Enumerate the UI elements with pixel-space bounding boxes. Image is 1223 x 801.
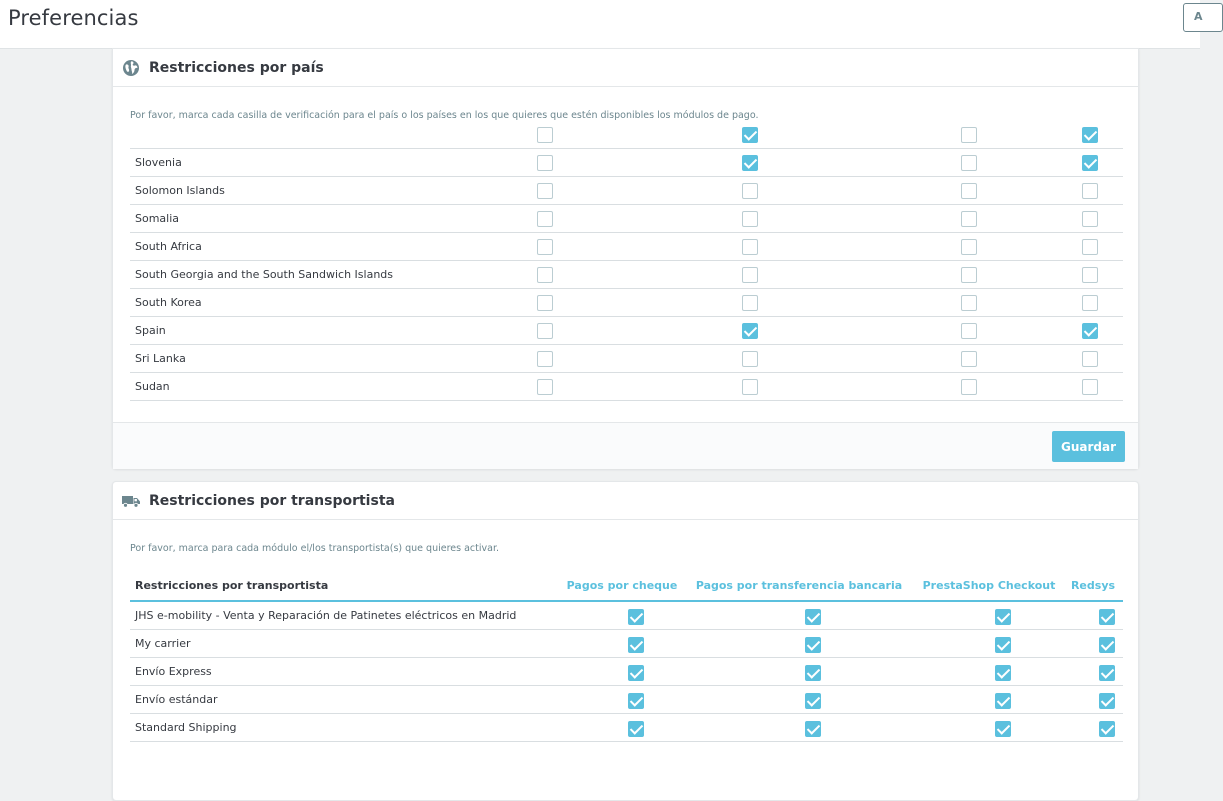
column-header-module: PrestaShop Checkout [922,579,1056,592]
checkbox-unchecked[interactable] [961,267,977,283]
checkbox-unchecked[interactable] [537,351,553,367]
country-name: Sudan [135,380,170,393]
checkbox-unchecked[interactable] [742,267,758,283]
checkbox-checked[interactable] [1099,665,1115,681]
country-row [130,177,1123,205]
carrier-row [130,602,1123,630]
country-row [130,289,1123,317]
checkbox-unchecked[interactable] [1082,211,1098,227]
country-row [130,233,1123,261]
checkbox-unchecked[interactable] [537,379,553,395]
checkbox-unchecked[interactable] [961,351,977,367]
country-row [130,121,1123,149]
carrier-name: Envío Express [135,665,212,678]
checkbox-unchecked[interactable] [1082,351,1098,367]
panel-help-text: Por favor, marca para cada módulo el/los transportista(s) que quieres activar. [130,543,500,554]
country-restrictions-panel [112,48,1139,469]
checkbox-unchecked[interactable] [537,183,553,199]
top-action-button[interactable]: A [1183,3,1223,32]
checkbox-checked[interactable] [628,609,644,625]
panel-title: Restricciones por transportista [149,493,395,509]
checkbox-checked[interactable] [995,665,1011,681]
country-name: South Korea [135,296,202,309]
checkbox-checked[interactable] [805,693,821,709]
checkbox-checked[interactable] [805,609,821,625]
column-header-module: Pagos por cheque [566,579,678,592]
checkbox-unchecked[interactable] [961,211,977,227]
country-name: South Georgia and the South Sandwich Islands [135,268,394,281]
checkbox-checked[interactable] [1099,693,1115,709]
column-header-carrier: Restricciones por transportista [135,579,329,592]
panel-footer [113,422,1138,469]
checkbox-checked[interactable] [742,323,758,339]
checkbox-checked[interactable] [995,721,1011,737]
checkbox-checked[interactable] [628,665,644,681]
checkbox-checked[interactable] [995,693,1011,709]
country-row [130,345,1123,373]
checkbox-checked[interactable] [805,721,821,737]
carrier-row [130,714,1123,742]
checkbox-unchecked[interactable] [742,183,758,199]
save-button[interactable]: Guardar [1052,431,1125,462]
checkbox-unchecked[interactable] [961,183,977,199]
checkbox-unchecked[interactable] [961,155,977,171]
checkbox-checked[interactable] [995,609,1011,625]
country-name: Somalia [135,212,180,225]
country-row [130,149,1123,177]
country-name: South Africa [135,240,202,253]
carrier-table-header [130,570,1123,602]
checkbox-unchecked[interactable] [1082,183,1098,199]
carrier-restrictions-panel [112,481,1139,801]
checkbox-unchecked[interactable] [742,379,758,395]
checkbox-unchecked[interactable] [961,379,977,395]
checkbox-checked[interactable] [628,637,644,653]
carrier-name: Standard Shipping [135,721,237,734]
checkbox-unchecked[interactable] [961,239,977,255]
checkbox-unchecked[interactable] [742,295,758,311]
panel-title: Restricciones por país [149,60,324,76]
checkbox-unchecked[interactable] [537,127,553,143]
page-title: Preferencias [8,6,139,30]
checkbox-checked[interactable] [1082,155,1098,171]
checkbox-unchecked[interactable] [537,323,553,339]
country-name: Slovenia [135,156,182,169]
checkbox-unchecked[interactable] [1082,295,1098,311]
checkbox-checked[interactable] [1099,609,1115,625]
checkbox-checked[interactable] [805,665,821,681]
carrier-name: My carrier [135,637,191,650]
truck-icon [122,492,140,510]
country-name: Solomon Islands [135,184,225,197]
checkbox-unchecked[interactable] [742,239,758,255]
checkbox-unchecked[interactable] [537,211,553,227]
checkbox-checked[interactable] [995,637,1011,653]
checkbox-unchecked[interactable] [537,239,553,255]
checkbox-unchecked[interactable] [742,211,758,227]
checkbox-unchecked[interactable] [537,155,553,171]
country-row [130,373,1123,401]
checkbox-checked[interactable] [1082,323,1098,339]
panel-heading [113,49,1138,87]
checkbox-checked[interactable] [805,637,821,653]
country-name: Sri Lanka [135,352,186,365]
country-row [130,205,1123,233]
checkbox-unchecked[interactable] [1082,239,1098,255]
checkbox-checked[interactable] [628,693,644,709]
country-list[interactable] [130,131,1123,392]
checkbox-unchecked[interactable] [537,295,553,311]
checkbox-unchecked[interactable] [537,267,553,283]
globe-icon [122,59,140,77]
carrier-row [130,658,1123,686]
carrier-row [130,630,1123,658]
checkbox-checked[interactable] [742,155,758,171]
country-row [130,261,1123,289]
carrier-name: Envío estándar [135,693,218,706]
panel-help-text: Por favor, marca cada casilla de verificación para el país o los países en los que quieres que estén disponibles los módulos de pago. [130,110,759,121]
country-row [130,317,1123,345]
checkbox-checked[interactable] [742,127,758,143]
checkbox-checked[interactable] [1082,127,1098,143]
checkbox-unchecked[interactable] [961,127,977,143]
checkbox-unchecked[interactable] [1082,267,1098,283]
checkbox-checked[interactable] [628,721,644,737]
carrier-name: JHS e-mobility - Venta y Reparación de Patinetes eléctricos en Madrid [135,609,517,622]
checkbox-unchecked[interactable] [1082,379,1098,395]
carrier-row [130,686,1123,714]
checkbox-unchecked[interactable] [961,323,977,339]
checkbox-unchecked[interactable] [961,295,977,311]
column-header-module: Redsys [1070,579,1116,592]
checkbox-unchecked[interactable] [742,351,758,367]
panel-heading [113,482,1138,520]
column-header-module: Pagos por transferencia bancaria [695,579,903,592]
checkbox-checked[interactable] [1099,637,1115,653]
country-name: Spain [135,324,166,337]
page-header [0,0,1203,49]
checkbox-checked[interactable] [1099,721,1115,737]
